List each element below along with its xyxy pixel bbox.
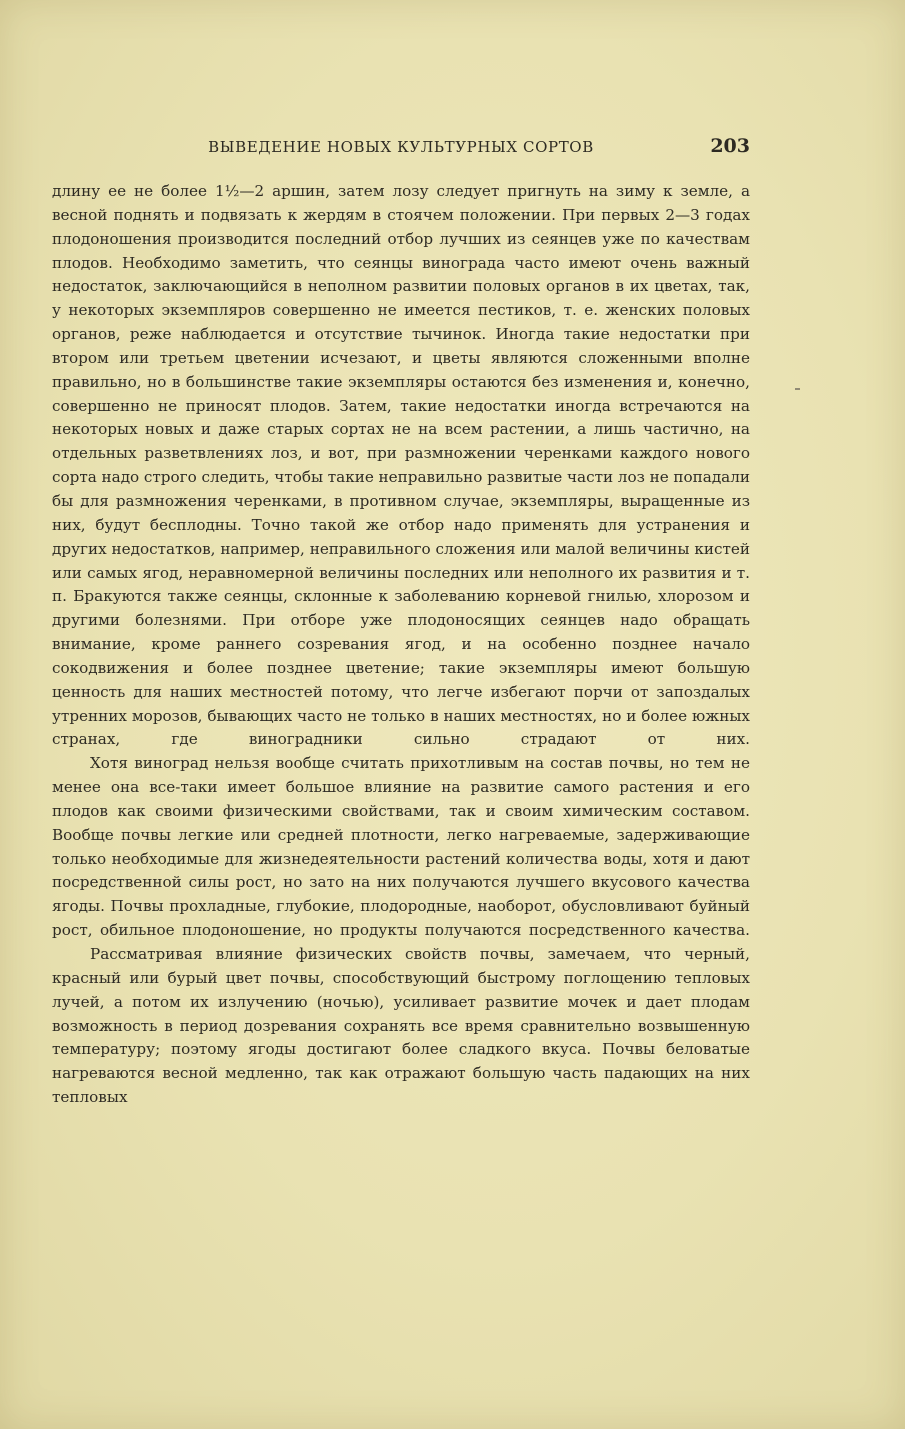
print-speck (795, 388, 800, 390)
paragraph-2: Хотя виноград нельзя вообще считать прихотливым на состав почвы, но тем не менее она все-таки имеет большое влияние на развитие самого растения и его плодов как своими физическими свойствами, так и своим химическим составом. Вообще почвы легкие или средней плотности, легко нагреваемые, задерживающие только необходимые для жизнедеятельности растений количества воды, хотя и дают посредственной силы рост, но зато на них получаются лучшего вкусового качества ягоды. Почвы прохладные, глубокие, плодородные, наоборот, обусловливают буйный рост, обильное плодоношение, но продукты получаются посредственного качества. (52, 754, 750, 940)
body-text (52, 180, 750, 1110)
paragraph-3: Рассматривая влияние физических свойств почвы, замечаем, что черный, красный или бурый цвет почвы, способствующий быстрому поглощению тепловых лучей, а потом их излучению (ночью), усиливает развитие мочек и дает плодам возможность в период дозревания сохранять все время сравнительно возвышенную температуру; поэтому ягоды достигают более сладкого вкуса. Почвы беловатые нагреваются весной медленно, так как отражают большую часть падающих на них тепловых (52, 945, 750, 1107)
page-number: 203 (710, 135, 750, 157)
running-title: ВЫВЕДЕНИЕ НОВЫХ КУЛЬТУРНЫХ СОРТОВ (208, 138, 594, 156)
running-header (52, 135, 750, 159)
paragraph-1: длину ее не более 1½—2 аршин, затем лозу следует пригнуть на зиму к земле, а весной поднять и подвязать к жердям в стоячем положении. При первых 2—3 годах плодоношения производится последний отбор лучших из сеянцев уже по качествам плодов. Необходимо заметить, что сеянцы винограда часто имеют очень важный недостаток, заключающийся в неполном развитии половых органов в их цветах, так, у некоторых экземпляров совершенно не имеется пестиков, т. е. женских половых органов, реже наблюдается и отсутствие тычинок. Иногда такие недостатки при втором или третьем цветении исчезают, и цветы являются сложенными вполне правильно, но в большинстве такие экземпляры остаются без изменения и, конечно, совершенно не приносят плодов. Затем, такие недостатки иногда встречаются на некоторых новых и даже старых сортах не на всем растении, а лишь частично, на отдельных разветвлениях лоз, и вот, при размножении черенками каждого нового сорта надо строго следить, чтобы такие неправильно развитые части лоз не попадали бы для размножения черенками, в противном случае, экземпляры, выращенные из них, будут бесплодны. Точно такой же отбор надо применять для устранения и других недостатков, например, неправильного сложения или малой величины кистей или самых ягод, неравномерной величины последних или неполного их развития и т. п. Бракуются также сеянцы, склонные к заболеванию корневой гнилью, хлорозом и другими болезнями. При отборе уже плодоносящих сеянцев надо обращать внимание, кроме раннего созревания ягод, и на особенно позднее начало сокодвижения и более позднее цветение; такие экземпляры имеют большую ценность для наших местностей потому, что легче избегают порчи от запоздалых утренних морозов, бывающих часто не только в наших местностях, но и более южных странах, где виноградники сильно страдают от них. (52, 182, 750, 749)
